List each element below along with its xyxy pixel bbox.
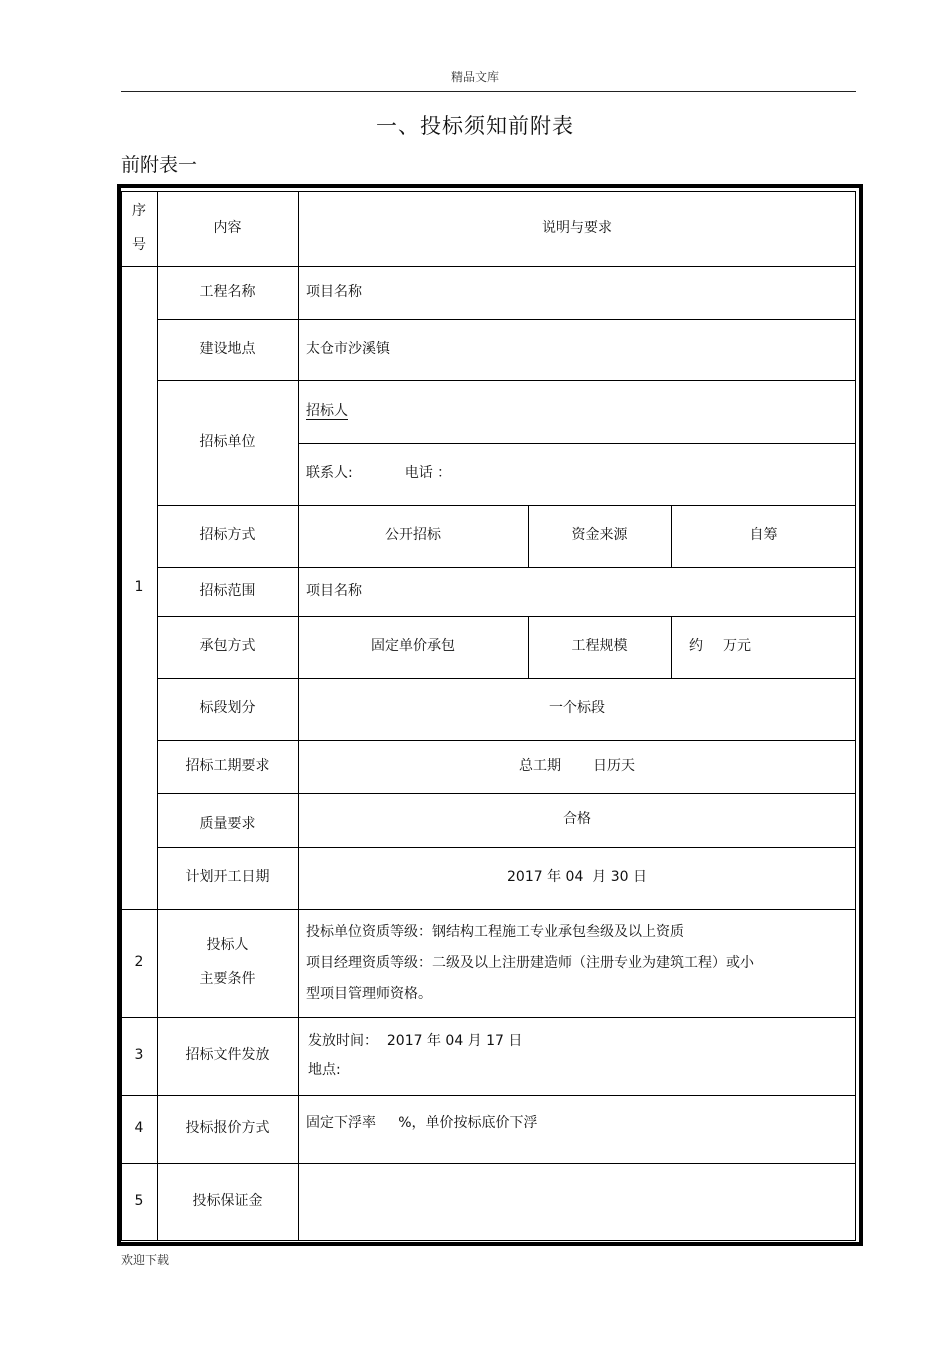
requirement-line: 型项目管理师资格。 [306, 985, 432, 1002]
location-value: 太仓市沙溪镇 [306, 340, 390, 357]
row-2-label-line-2: 主要条件 [199, 971, 256, 987]
header-divider [121, 91, 856, 92]
project-name-label: 工程名称 [199, 283, 256, 300]
phone-label: 电话 ： [404, 465, 452, 482]
project-name-value: 项目名称 [306, 283, 362, 300]
row-3-seq: 3 [134, 1047, 144, 1064]
contact-cell [298, 443, 856, 505]
method-value: 公开招标 [385, 527, 441, 544]
header-content: 内容 [213, 219, 242, 236]
period-value-cell [298, 740, 856, 793]
scope-value: 项目名称 [306, 582, 362, 599]
issue-time: 发放时间： 2017 年 04 月 17 日 [308, 1033, 523, 1049]
period-value-unit: 日历天 [593, 757, 635, 774]
scope-label: 招标范围 [199, 582, 256, 599]
quality-label: 质量要求 [199, 816, 256, 833]
fund-value: 自筹 [749, 527, 778, 544]
row-2-label-line-1: 投标人 [206, 937, 249, 954]
method-label: 招标方式 [199, 527, 256, 544]
scale-label: 工程规模 [571, 638, 628, 655]
scale-value-cell [671, 616, 856, 678]
tenderer-value: 招标人 [306, 402, 348, 419]
start-date-value: 2017 年 04 月 30 日 [507, 869, 647, 886]
row-5-seq: 5 [134, 1193, 144, 1210]
row-4-seq: 4 [134, 1120, 144, 1137]
scale-value-prefix: 约 [689, 638, 703, 655]
scale-value-unit: 万元 [723, 638, 751, 655]
row-2-requirements [298, 909, 856, 1017]
row-4-value: 固定下浮率 %，单价按标底价下浮 [306, 1115, 538, 1132]
period-label: 招标工期要求 [185, 757, 270, 774]
page-title: 一、投标须知前附表 [376, 114, 574, 138]
row-3-label: 招标文件发放 [185, 1047, 270, 1064]
row-3-values [298, 1017, 856, 1095]
page-header: 精品文库 [450, 70, 499, 84]
header-seq-char-2: 号 [132, 236, 146, 253]
header-seq-cell [121, 191, 157, 266]
row-5-label: 投标保证金 [192, 1193, 263, 1210]
contract-value: 固定单价承包 [371, 638, 455, 655]
row-5-value [298, 1163, 856, 1241]
requirement-line: 投标单位资质等级：钢结构工程施工专业承包叁级及以上资质 [306, 923, 684, 940]
start-date-label: 计划开工日期 [185, 869, 270, 886]
header-description: 说明与要求 [542, 219, 612, 236]
quality-value: 合格 [563, 811, 591, 828]
tenderer-label: 招标单位 [199, 433, 256, 450]
tenderer-value-cell [298, 380, 856, 443]
requirement-line: 项目经理资质等级：二级及以上注册建造师（注册专业为建筑工程）或小 [306, 954, 754, 971]
section-value: 一个标段 [549, 700, 605, 717]
page-footer: 欢迎下载 [121, 1253, 170, 1267]
row-4-label: 投标报价方式 [185, 1120, 270, 1137]
row-2-label-cell [157, 909, 298, 1017]
contact-label: 联系人: [306, 465, 353, 482]
fund-label: 资金来源 [571, 527, 628, 544]
period-value-prefix: 总工期 [519, 757, 561, 774]
issue-location: 地点: [308, 1062, 341, 1078]
row-2-seq: 2 [134, 954, 144, 971]
row-1-seq: 1 [134, 578, 144, 595]
header-seq-char-1: 序 [132, 202, 146, 219]
contract-label: 承包方式 [199, 638, 256, 655]
location-label: 建设地点 [199, 340, 256, 357]
section-label: 标段划分 [199, 700, 256, 717]
page-subtitle: 前附表一 [121, 154, 198, 176]
